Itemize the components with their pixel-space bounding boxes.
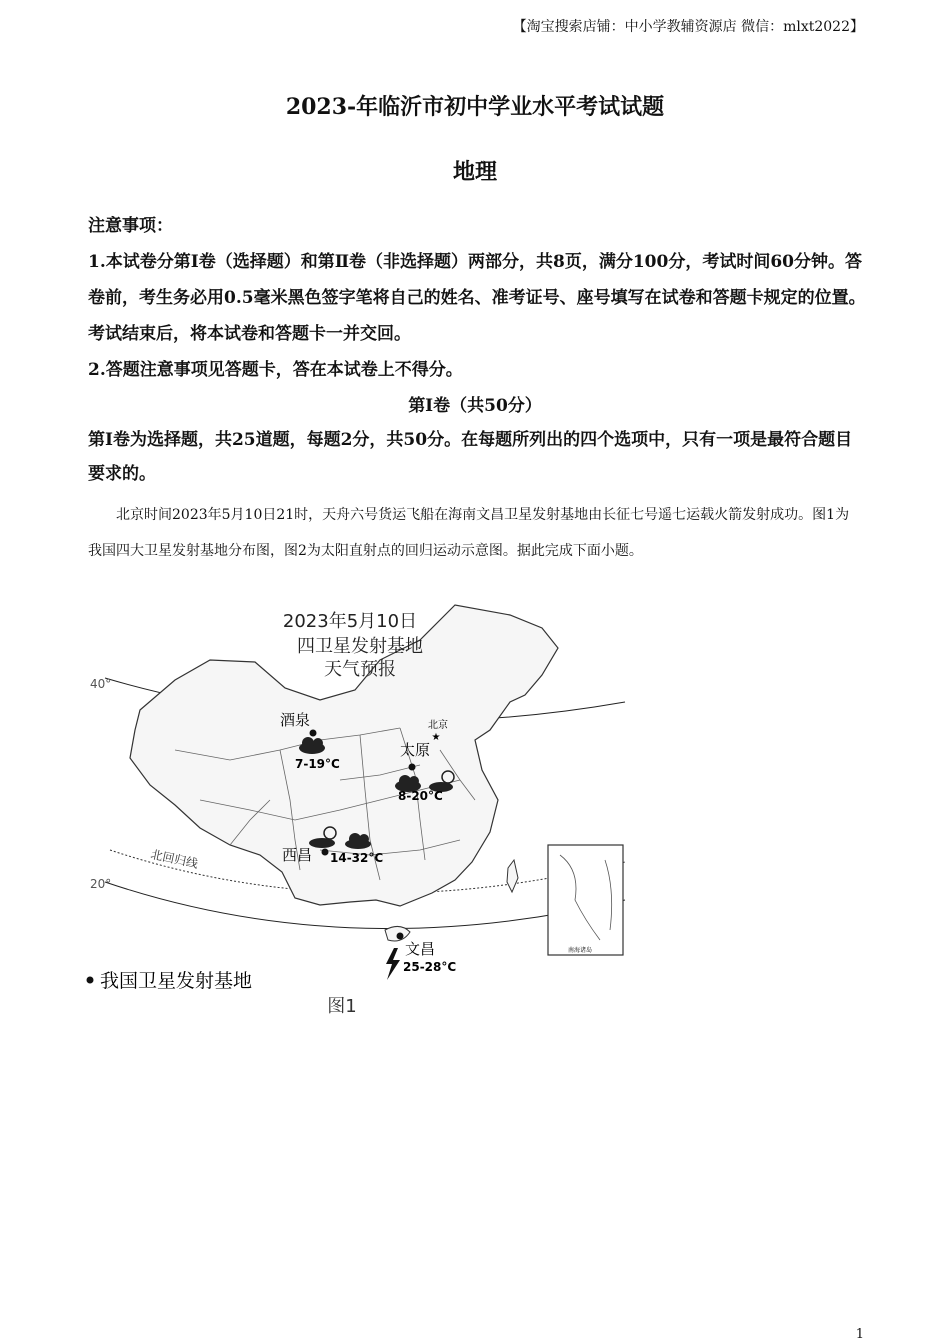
site-temp-jiuquan: 7-19°C bbox=[295, 757, 340, 771]
notice-block bbox=[88, 208, 868, 388]
site-name-jiuquan: 酒泉 bbox=[280, 711, 311, 729]
inset-label: 南海诸岛 bbox=[568, 947, 593, 954]
figure-caption: 图1 bbox=[327, 996, 357, 1017]
legend-dot-icon bbox=[87, 977, 94, 984]
lat-40-label: 40° bbox=[90, 677, 112, 691]
wenchang-dot bbox=[397, 933, 404, 940]
section-description: 第Ⅰ卷为选择题，共25道题，每题2分，共50分。在每题所列出的四个选项中，只有一项是最符合题目要求的。 bbox=[88, 430, 853, 484]
exam-subject: 地理 bbox=[452, 159, 497, 185]
site-temp-xichang: 14-32°C bbox=[330, 851, 384, 865]
site-temp-taiyuan: 8-20°C bbox=[398, 789, 443, 803]
notice-heading: 注意事项： bbox=[88, 216, 173, 236]
taiwan-island bbox=[507, 860, 518, 892]
beijing-star-icon: ★ bbox=[431, 732, 441, 743]
question-intro: 北京时间2023年5月10日21时，天舟六号货运飞船在海南文昌卫星发射基地由长征七号遥七运载火箭发射成功。图1为我国四大卫星发射基地分布图，图2为太阳直射点的回归运动示意图。据此完成下面小题。 bbox=[88, 507, 850, 559]
lat-20-label: 20° bbox=[90, 877, 112, 891]
header-note: 【淘宝搜索店铺：中小学教辅资源店 微信：mlxt2022】 bbox=[512, 19, 864, 35]
jiuquan-dot bbox=[310, 730, 317, 737]
section-title: 第Ⅰ卷（共50分） bbox=[408, 396, 542, 416]
lightning-icon bbox=[386, 948, 400, 980]
site-name-wenchang: 文昌 bbox=[405, 940, 436, 958]
exam-title: 2023-年临沂市初中学业水平考试试题 bbox=[285, 94, 665, 120]
notice-item-2: 2.答题注意事项见答题卡，答在本试卷上不得分。 bbox=[88, 360, 463, 380]
xichang-dot bbox=[322, 849, 329, 856]
tropic-label: 北回归线 bbox=[149, 847, 200, 871]
legend-label: 我国卫星发射基地 bbox=[100, 970, 253, 992]
map-title-line3: 天气预报 bbox=[324, 659, 396, 680]
map-title-line2: 四卫星发射基地 bbox=[297, 636, 423, 657]
notice-item-1: 1.本试卷分第Ⅰ卷（选择题）和第Ⅱ卷（非选择题）两部分，共8页，满分100分，考试时间60分钟。答卷前，考生务必用0.5毫米黑色签字笔将自己的姓名、准考证号、座号填写在试卷和答题卡规定的位置。考试结束后，将本试卷和答题卡一并交回。 bbox=[88, 252, 866, 344]
taiyuan-dot bbox=[409, 764, 416, 771]
site-name-taiyuan: 太原 bbox=[400, 741, 431, 759]
beijing-label: 北京 bbox=[428, 720, 448, 731]
site-name-xichang: 西昌 bbox=[282, 846, 313, 864]
site-temp-wenchang: 25-28°C bbox=[403, 960, 457, 974]
page-number: 1 bbox=[855, 1327, 864, 1342]
figure-1-map bbox=[80, 600, 640, 1020]
map-title-line1: 2023年5月10日 bbox=[282, 611, 418, 632]
